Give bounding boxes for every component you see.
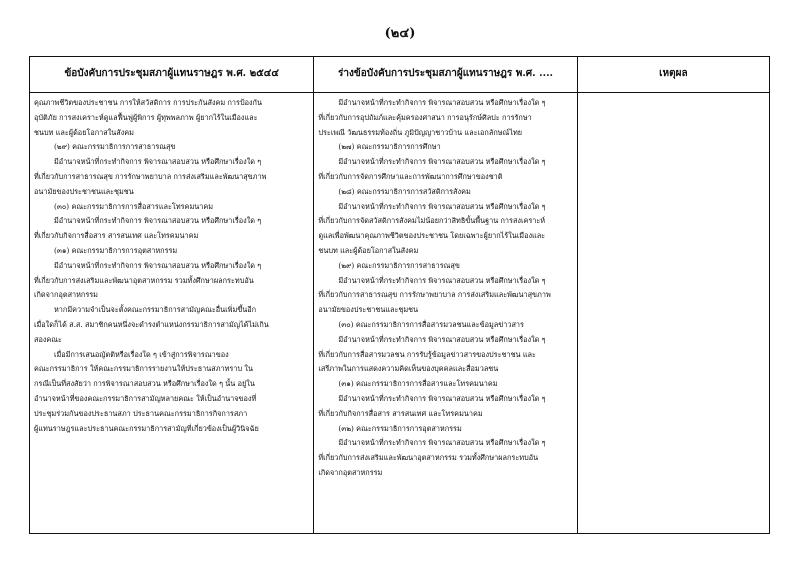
text-line: อำนาจหน้าที่ของคณะกรรมาธิการสามัญหลายคณะ ให้เป็นอำนาจของที่ (34, 393, 257, 403)
text-line: อุบัติภัย การสงเคราะห์ดูแลฟื้นฟูผู้พิการ ผู้ทุพพลภาพ ผู้ยากไร้ในเมืองและ (34, 112, 258, 122)
text-line: มีอำนาจหน้าที่กระทำกิจการ พิจารณาสอบสวน หรือศึกษาเรื่องใด ๆ (338, 201, 546, 211)
text-line: ชนบท และผู้ด้อยโอกาสในสังคม (318, 245, 419, 255)
table-body-row (30, 93, 770, 534)
draft-regulation-cell (314, 93, 577, 534)
text-line: ที่เกี่ยวกับการสื่อสารมวลชน การรับรู้ข้อมูลข่าวสารของประชาชน และ (318, 349, 536, 359)
text-line: (๓๒) คณะกรรมาธิการการอุตสาหกรรม (338, 423, 462, 433)
text-line: ประชุมร่วมกันของประธานสภา ประธานคณะกรรมาธิการกิจการสภา (34, 408, 248, 418)
current-regulation-cell (30, 93, 314, 534)
text-line: ที่เกี่ยวกับการจัดสวัสดิการสังคมไม่น้อยกว่าสิทธิขั้นพื้นฐาน การสงเคราะห์ (318, 216, 546, 226)
text-line: กรณีเป็นที่สงสัยว่า การพิจารณาสอบสวน หรือศึกษาเรื่องใด ๆ นั้น อยู่ใน (34, 379, 255, 389)
text-line: มีอำนาจหน้าที่กระทำกิจการ พิจารณาสอบสวน หรือศึกษาเรื่องใด ๆ (54, 216, 262, 226)
text-line: ที่เกี่ยวกับการจัดการศึกษาและการพัฒนาการศึกษาของชาติ (318, 171, 503, 181)
text-line: คณะกรรมาธิการ ให้คณะกรรมาธิการรายงานให้ประธานสภาทราบ ใน (34, 364, 253, 374)
header-current-regulation: ข้อบังคับการประชุมสภาผู้แทนราษฎร พ.ศ. ๒๕๔๔ (30, 57, 314, 93)
header-reason: เหตุผล (577, 57, 769, 93)
text-line: ที่เกี่ยวกับการสาธารณสุข การรักษาพยาบาล การส่งเสริมและพัฒนาสุขภาพ (34, 171, 267, 181)
text-line: ชนบท และผู้ด้อยโอกาสในสังคม (34, 127, 134, 137)
text-line: (๒๘) คณะกรรมาธิการการสวัสดิการสังคม (338, 186, 471, 196)
page-number: (๒๔) (384, 26, 416, 41)
text-line: (๒๗) คณะกรรมาธิการการศึกษา (338, 142, 441, 152)
reason-cell (577, 93, 769, 534)
text-line: ที่เกี่ยวกับการส่งเสริมและพัฒนาอุตสาหกรรม รวมทั้งศึกษาผลกระทบอัน (318, 453, 539, 463)
text-line: ที่เกี่ยวกับการส่งเสริมและพัฒนาอุตสาหกรรม รวมทั้งศึกษาผลกระทบอัน (34, 275, 254, 285)
comparison-table (29, 56, 770, 534)
text-line: ที่เกี่ยวกับกิจการสื่อสาร สารสนเทศ และโทรคมนาคม (34, 231, 199, 241)
text-line: มีอำนาจหน้าที่กระทำกิจการ พิจารณาสอบสวน หรือศึกษาเรื่องใด ๆ (338, 334, 546, 344)
text-line: ผู้แทนราษฎรและประธานคณะกรรมาธิการสามัญที่เกี่ยวข้องเป็นผู้วินิจฉัย (34, 423, 259, 433)
draft-regulation-text (314, 93, 576, 481)
text-line: มีอำนาจหน้าที่กระทำกิจการ พิจารณาสอบสวน หรือศึกษาเรื่องใด ๆ (338, 157, 546, 167)
text-line: เมื่อมีการเสนอญัตติหรือเรื่องใด ๆ เข้าสู่การพิจารณาของ (54, 349, 229, 359)
text-line: สองคณะ (34, 334, 62, 344)
text-line: เสรีภาพในการแสดงความคิดเห็นของบุคคลและสื่อมวลชน (318, 364, 499, 374)
text-line: ที่เกี่ยวกับการสาธารณสุข การรักษาพยาบาล การส่งเสริมและพัฒนาสุขภาพ (318, 290, 551, 300)
text-line: (๓๑) คณะกรรมาธิการการสื่อสารและโทรคมนาคม (338, 379, 498, 389)
text-line: คุณภาพชีวิตของประชาชน การให้สวัสดิการ การประกันสังคม การป้องกัน (34, 98, 262, 107)
current-regulation-text (30, 93, 313, 436)
text-line: (๒๙) คณะกรรมาธิการการสาธารณสุข (338, 260, 460, 270)
text-line: (๒๙) คณะกรรมาธิการการสาธารณสุข (54, 142, 176, 152)
text-line: อนามัยของประชาชนและชุมชน (318, 305, 419, 315)
text-line: (๓๑) คณะกรรมาธิการการอุตสาหกรรม (54, 245, 178, 255)
text-line: มีอำนาจหน้าที่กระทำกิจการ พิจารณาสอบสวน หรือศึกษาเรื่องใด ๆ (338, 438, 546, 448)
text-line: เกิดจากอุตสาหกรรม (318, 467, 383, 477)
text-line: มีอำนาจหน้าที่กระทำกิจการ พิจารณาสอบสวน หรือศึกษาเรื่องใด ๆ (338, 275, 546, 285)
text-line: มีอำนาจหน้าที่กระทำกิจการ พิจารณาสอบสวน หรือศึกษาเรื่องใด ๆ (54, 260, 262, 270)
text-line: ดูแลเพื่อพัฒนาคุณภาพชีวิตของประชาชน โดยเฉพาะผู้ยากไร้ในเมืองและ (318, 231, 546, 241)
text-line: มีอำนาจหน้าที่กระทำกิจการ พิจารณาสอบสวน หรือศึกษาเรื่องใด ๆ (54, 157, 262, 167)
text-line: มีอำนาจหน้าที่กระทำกิจการ พิจารณาสอบสวน หรือศึกษาเรื่องใด ๆ (338, 98, 546, 107)
text-line: (๓๐) คณะกรรมาธิการการสื่อสารและโทรคมนาคม (54, 201, 214, 211)
text-line: ที่เกี่ยวกับกิจการสื่อสาร สารสนเทศ และโทรคมนาคม (318, 408, 483, 418)
text-line: (๓๐) คณะกรรมาธิการการสื่อสารมวลชนและข้อมูลข่าวสาร (338, 319, 524, 329)
text-line: หากมีความจำเป็นจะตั้งคณะกรรมาธิการสามัญคณะอื่นเพิ่มขึ้นอีก (54, 305, 257, 315)
text-line: เมื่อใดก็ได้ ส.ส. สมาชิกคนหนึ่งจะดำรงตำแหน่งกรรมาธิการสามัญได้ไม่เกิน (34, 319, 269, 329)
text-line: ประเพณี วัฒนธรรมท้องถิ่น ภูมิปัญญาชาวบ้าน และเอกลักษณ์ไทย (318, 127, 523, 137)
table-header-row (30, 57, 770, 93)
header-draft-regulation: ร่างข้อบังคับการประชุมสภาผู้แทนราษฎร พ.ศ. .... (314, 57, 577, 93)
text-line: มีอำนาจหน้าที่กระทำกิจการ พิจารณาสอบสวน หรือศึกษาเรื่องใด ๆ (338, 393, 546, 403)
text-line: ที่เกี่ยวกับการอุปถัมภ์และคุ้มครองศาสนา การอนุรักษ์ศิลปะ การรักษา (318, 112, 532, 122)
text-line: เกิดจากอุตสาหกรรม (34, 290, 98, 300)
reason-text (578, 93, 769, 96)
text-line: อนามัยของประชาชนและชุมชน (34, 186, 134, 196)
